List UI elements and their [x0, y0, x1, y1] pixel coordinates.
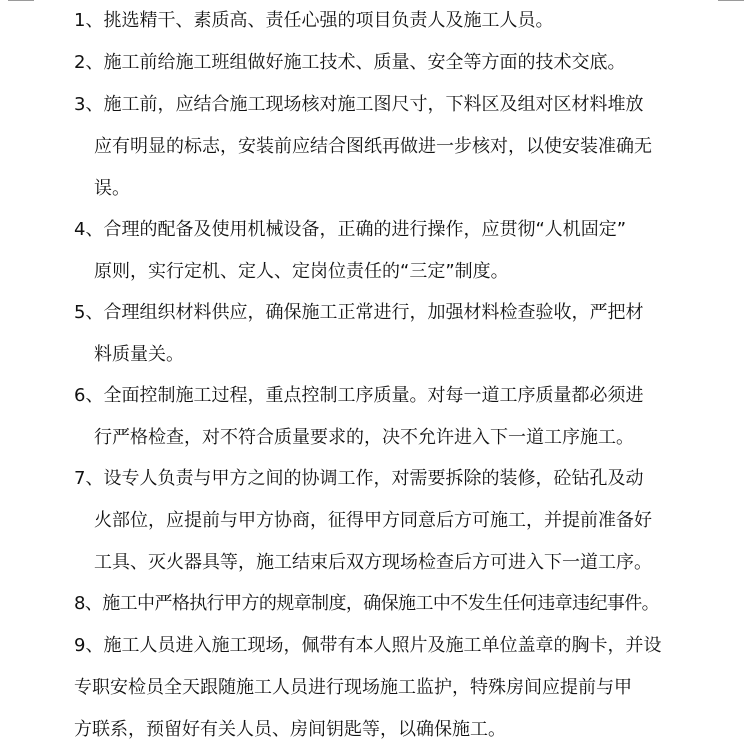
list-item-2 — [74, 42, 684, 84]
list-item-9 — [74, 625, 684, 751]
list-item-9-line-2: 专职安检员全天跟随施工人员进行现场施工监护，特殊房间应提前与甲 — [74, 677, 632, 698]
list-item-4-line-2: 原则，实行定机、定人、定岗位责任的“三定”制度。 — [94, 261, 509, 282]
list-item-4 — [74, 209, 684, 293]
list-item-3-line-3: 误。 — [94, 178, 130, 199]
list-item-5-line-1: 5、合理组织材料供应，确保施工正常进行，加强材料检查验收，严把材 — [74, 302, 644, 323]
list-item-2-line-1: 2、施工前给施工班组做好施工技术、质量、安全等方面的技术交底。 — [74, 52, 626, 73]
list-item-4-line-1: 4、合理的配备及使用机械设备，正确的进行操作，应贯彻“人机固定” — [74, 219, 627, 240]
list-item-9-line-1: 9、施工人员进入施工现场，佩带有本人照片及施工单位盖章的胸卡，并设 — [74, 635, 662, 656]
list-item-3-line-1: 3、施工前，应结合施工现场核对施工图尺寸，下料区及组对区材料堆放 — [74, 94, 644, 115]
list-item-8 — [74, 583, 684, 625]
list-item-9-line-3: 方联系，预留好有关人员、房间钥匙等，以确保施工。 — [74, 719, 506, 740]
list-item-8-line-1: 8、施工中严格执行甲方的规章制度，确保施工中不发生任何违章违纪事件。 — [74, 593, 660, 614]
page-corner-mark-right — [718, 0, 744, 1]
list-item-1-line-1: 1、挑选精干、素质高、责任心强的项目负责人及施工人员。 — [74, 10, 554, 31]
list-item-7-line-1: 7、设专人负责与甲方之间的协调工作，对需要拆除的装修，砼钻孔及动 — [74, 468, 644, 489]
list-item-6 — [74, 375, 684, 459]
list-item-5-line-2: 料质量关。 — [94, 344, 184, 365]
list-item-7-line-3: 工具、灭火器具等，施工结束后双方现场检查后方可进入下一道工序。 — [94, 552, 652, 573]
list-item-6-line-2: 行严格检查，对不符合质量要求的，决不允许进入下一道工序施工。 — [94, 427, 634, 448]
list-item-7 — [74, 458, 684, 584]
list-item-5 — [74, 292, 684, 376]
list-item-1 — [74, 0, 684, 42]
list-item-3 — [74, 84, 684, 210]
list-item-3-line-2: 应有明显的标志，安装前应结合图纸再做进一步核对，以使安装准确无 — [94, 136, 652, 157]
page-corner-mark-left — [8, 0, 34, 1]
list-item-6-line-1: 6、全面控制施工过程，重点控制工序质量。对每一道工序质量都必须进 — [74, 385, 644, 406]
list-item-7-line-2: 火部位，应提前与甲方协商，征得甲方同意后方可施工，并提前准备好 — [94, 510, 652, 531]
